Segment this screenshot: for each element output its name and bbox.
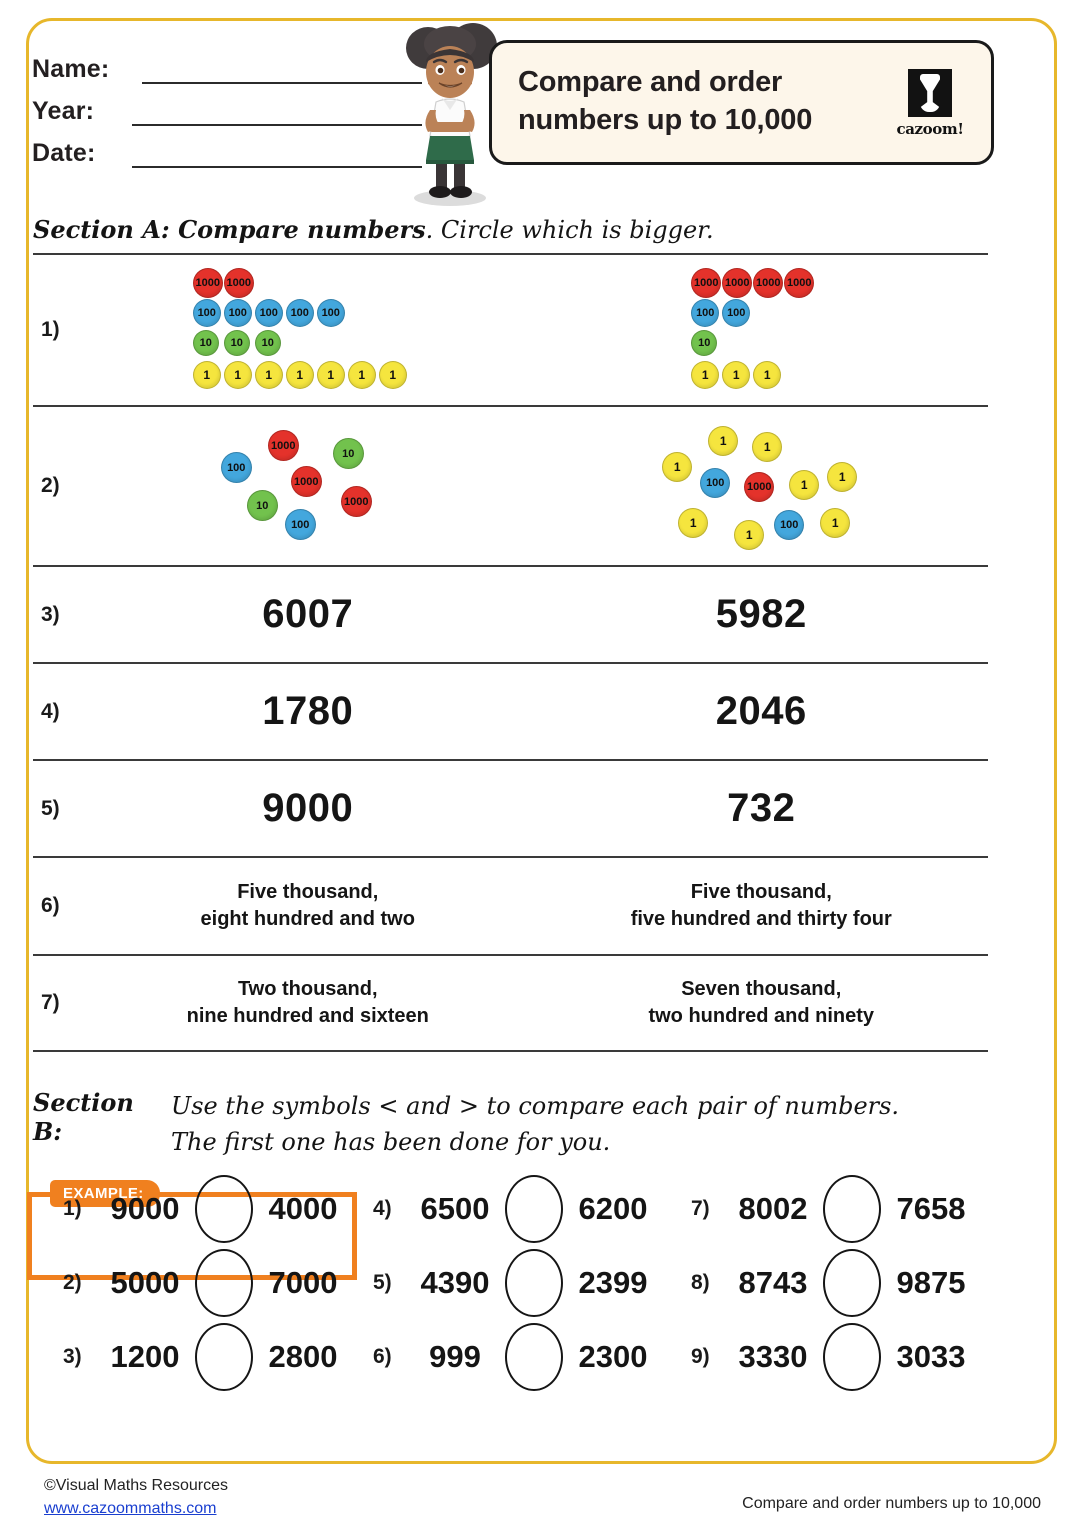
year-label: Year:	[32, 97, 95, 125]
right-number: 4000	[268, 1191, 338, 1226]
place-value-counter-1[interactable]: 1	[317, 361, 345, 389]
place-value-counter-1000[interactable]: 1000	[722, 268, 752, 298]
item-number: 2)	[63, 1271, 82, 1294]
footer-website-link[interactable]: www.cazoommaths.com	[44, 1500, 217, 1518]
section-b-column-3	[691, 1172, 1011, 1394]
number-words-line-2: five hundred and thirty four	[630, 908, 892, 930]
answer-oval[interactable]	[195, 1175, 253, 1243]
right-number: 2399	[578, 1265, 648, 1300]
place-value-counter-100[interactable]: 100	[285, 509, 316, 540]
answer-oval[interactable]	[505, 1323, 563, 1391]
place-value-counter-1000[interactable]: 1000	[291, 466, 322, 497]
section-a-heading-rest: . Circle which is bigger.	[425, 216, 714, 244]
question-number: 2)	[41, 474, 60, 497]
table-row	[33, 253, 988, 405]
left-number: 1200	[110, 1339, 180, 1374]
number-words-line-1: Five thousand,	[690, 880, 832, 903]
number-words-line-2: nine hundred and sixteen	[186, 1005, 429, 1027]
right-number: 2300	[578, 1339, 648, 1374]
place-value-counter-10[interactable]: 10	[224, 330, 250, 356]
compare-item	[691, 1172, 1011, 1246]
year-field-row	[32, 84, 422, 126]
answer-oval[interactable]	[505, 1249, 563, 1317]
right-number: 6200	[578, 1191, 648, 1226]
question-2-right[interactable]	[535, 424, 989, 549]
place-value-counter-10[interactable]: 10	[255, 330, 281, 356]
right-number: 2800	[268, 1339, 338, 1374]
item-number: 9)	[691, 1345, 710, 1368]
place-value-counter-1[interactable]: 1	[789, 470, 819, 500]
place-value-counter-1[interactable]: 1	[827, 462, 857, 492]
place-value-counter-1[interactable]: 1	[722, 361, 750, 389]
page-title: Compare and order numbers up to 10,000	[518, 66, 813, 137]
number-words-line-1: Two thousand,	[237, 977, 378, 1000]
cazoom-hourglass-icon	[908, 69, 952, 117]
left-number: 6500	[420, 1191, 490, 1226]
name-input-line[interactable]	[142, 58, 422, 84]
place-value-counter-100[interactable]: 100	[774, 510, 804, 540]
place-value-counter-1[interactable]: 1	[734, 520, 764, 550]
worksheet-header	[0, 0, 1083, 200]
place-value-counter-1[interactable]: 1	[708, 426, 738, 456]
item-number: 1)	[63, 1197, 82, 1220]
table-row	[33, 405, 988, 565]
table-row	[33, 856, 988, 954]
compare-item	[373, 1172, 693, 1246]
footer-credits	[44, 1474, 228, 1520]
compare-item	[63, 1320, 383, 1394]
left-number: 8743	[738, 1265, 808, 1300]
worksheet-footer	[0, 1474, 1083, 1536]
right-number: 7658	[896, 1191, 966, 1226]
place-value-counter-100[interactable]: 100	[224, 299, 252, 327]
number-words-line-1: Five thousand,	[237, 880, 379, 903]
cazoom-wordmark: cazoom!	[896, 120, 964, 138]
question-number: 4)	[41, 699, 60, 723]
place-value-counter-1000[interactable]: 1000	[268, 430, 299, 461]
section-a-questions	[33, 253, 988, 1052]
place-value-counter-1[interactable]: 1	[820, 508, 850, 538]
section-b-instruction-line-1: Use the symbols < and > to compare each pair of numbers.	[171, 1092, 900, 1120]
table-row	[33, 954, 988, 1052]
compare-item	[63, 1246, 383, 1320]
place-value-counter-100[interactable]: 100	[221, 452, 252, 483]
number-value: 5982	[715, 592, 807, 636]
compare-item	[373, 1320, 693, 1394]
number-value: 732	[727, 786, 796, 830]
place-value-counter-1[interactable]: 1	[752, 432, 782, 462]
place-value-counter-100[interactable]: 100	[286, 299, 314, 327]
question-5-right[interactable]	[535, 786, 989, 831]
item-number: 7)	[691, 1197, 710, 1220]
compare-item	[691, 1246, 1011, 1320]
place-value-counter-10[interactable]: 10	[247, 490, 278, 521]
place-value-counter-1[interactable]: 1	[193, 361, 221, 389]
section-a-heading	[33, 215, 714, 244]
question-2-left[interactable]	[81, 426, 535, 546]
answer-oval[interactable]	[823, 1323, 881, 1391]
answer-oval[interactable]	[823, 1175, 881, 1243]
place-value-counter-100[interactable]: 100	[700, 468, 730, 498]
place-value-counter-1[interactable]: 1	[662, 452, 692, 482]
right-number: 9875	[896, 1265, 966, 1300]
item-number: 3)	[63, 1345, 82, 1368]
left-number: 9000	[110, 1191, 180, 1226]
question-number: 5)	[41, 796, 60, 820]
place-value-counter-10[interactable]: 10	[691, 330, 717, 356]
section-b-instruction-line-2: The first one has been done for you.	[171, 1128, 611, 1156]
name-field-row	[32, 42, 422, 84]
answer-oval[interactable]	[195, 1323, 253, 1391]
left-number: 999	[429, 1339, 481, 1374]
item-number: 6)	[373, 1345, 392, 1368]
answer-oval[interactable]	[823, 1249, 881, 1317]
number-value: 9000	[262, 786, 354, 830]
question-6-left[interactable]	[81, 879, 535, 933]
answer-oval[interactable]	[195, 1249, 253, 1317]
footer-copyright: ©Visual Maths Resources	[44, 1477, 229, 1494]
question-number: 1)	[41, 318, 60, 341]
place-value-counter-1000[interactable]: 1000	[784, 268, 814, 298]
place-value-counter-100[interactable]: 100	[317, 299, 345, 327]
place-value-counter-1[interactable]: 1	[753, 361, 781, 389]
number-value: 2046	[715, 689, 807, 733]
section-b-label: Section B:	[33, 1088, 134, 1146]
question-number: 6)	[41, 894, 60, 917]
question-3-right[interactable]	[535, 592, 989, 637]
place-value-counter-1000[interactable]: 1000	[691, 268, 721, 298]
place-value-counter-10[interactable]: 10	[333, 438, 364, 469]
section-a-heading-bold: Section A: Compare numbers	[33, 215, 426, 244]
section-b-questions	[33, 1172, 993, 1422]
section-b-column-1	[63, 1172, 383, 1394]
place-value-counter-1[interactable]: 1	[348, 361, 376, 389]
worksheet-title-box	[489, 40, 994, 165]
table-row	[33, 759, 988, 856]
section-b-column-2	[373, 1172, 693, 1394]
question-number: 3)	[41, 602, 60, 626]
place-value-counter-10[interactable]: 10	[193, 330, 219, 356]
item-number: 8)	[691, 1271, 710, 1294]
question-6-right[interactable]	[535, 879, 989, 933]
place-value-counter-100[interactable]: 100	[193, 299, 221, 327]
place-value-counter-1[interactable]: 1	[224, 361, 252, 389]
cazoom-logo	[891, 69, 969, 143]
place-value-counter-1[interactable]: 1	[286, 361, 314, 389]
compare-item	[373, 1246, 693, 1320]
section-b-heading	[33, 1088, 899, 1160]
place-value-counter-1[interactable]: 1	[255, 361, 283, 389]
right-number: 7000	[268, 1265, 338, 1300]
question-1-left[interactable]	[81, 268, 535, 393]
place-value-counter-1000[interactable]: 1000	[193, 268, 223, 298]
place-value-counter-1000[interactable]: 1000	[753, 268, 783, 298]
place-value-counter-1[interactable]: 1	[691, 361, 719, 389]
compare-item	[691, 1320, 1011, 1394]
table-row	[33, 662, 988, 759]
place-value-counter-100[interactable]: 100	[722, 299, 750, 327]
number-words-line-1: Seven thousand,	[681, 977, 842, 1000]
compare-item	[63, 1172, 383, 1246]
place-value-counter-1000[interactable]: 1000	[224, 268, 254, 298]
name-label: Name:	[32, 55, 110, 83]
left-number: 3330	[738, 1339, 808, 1374]
section-b-instructions	[171, 1088, 899, 1160]
left-number: 5000	[110, 1265, 180, 1300]
place-value-counter-1000[interactable]: 1000	[341, 486, 372, 517]
right-number: 3033	[896, 1339, 966, 1374]
question-3-left[interactable]	[81, 592, 535, 637]
table-row	[33, 565, 988, 662]
example-label-tab: EXAMPLE:	[50, 1180, 160, 1207]
student-info-fields	[32, 42, 422, 168]
question-1-right[interactable]	[535, 268, 989, 393]
question-number: 7)	[41, 991, 60, 1014]
item-number: 5)	[373, 1271, 392, 1294]
place-value-counter-1[interactable]: 1	[379, 361, 407, 389]
date-label: Date:	[32, 139, 96, 167]
number-words-line-2: eight hundred and two	[200, 908, 415, 930]
place-value-counter-100[interactable]: 100	[255, 299, 283, 327]
place-value-counter-1[interactable]: 1	[678, 508, 708, 538]
year-input-line[interactable]	[132, 100, 422, 126]
date-field-row	[32, 126, 422, 168]
question-4-left[interactable]	[81, 689, 535, 734]
number-value: 6007	[262, 592, 354, 636]
item-number: 4)	[373, 1197, 392, 1220]
question-5-left[interactable]	[81, 786, 535, 831]
question-7-left[interactable]	[81, 976, 535, 1030]
number-value: 1780	[262, 689, 354, 733]
place-value-counter-100[interactable]: 100	[691, 299, 719, 327]
number-words-line-2: two hundred and ninety	[648, 1005, 875, 1027]
question-4-right[interactable]	[535, 689, 989, 734]
place-value-counter-1000[interactable]: 1000	[744, 472, 774, 502]
left-number: 8002	[738, 1191, 808, 1226]
answer-oval[interactable]	[505, 1175, 563, 1243]
footer-title: Compare and order numbers up to 10,000	[742, 1495, 1041, 1512]
date-input-line[interactable]	[132, 142, 422, 168]
question-7-right[interactable]	[535, 976, 989, 1030]
left-number: 4390	[420, 1265, 490, 1300]
